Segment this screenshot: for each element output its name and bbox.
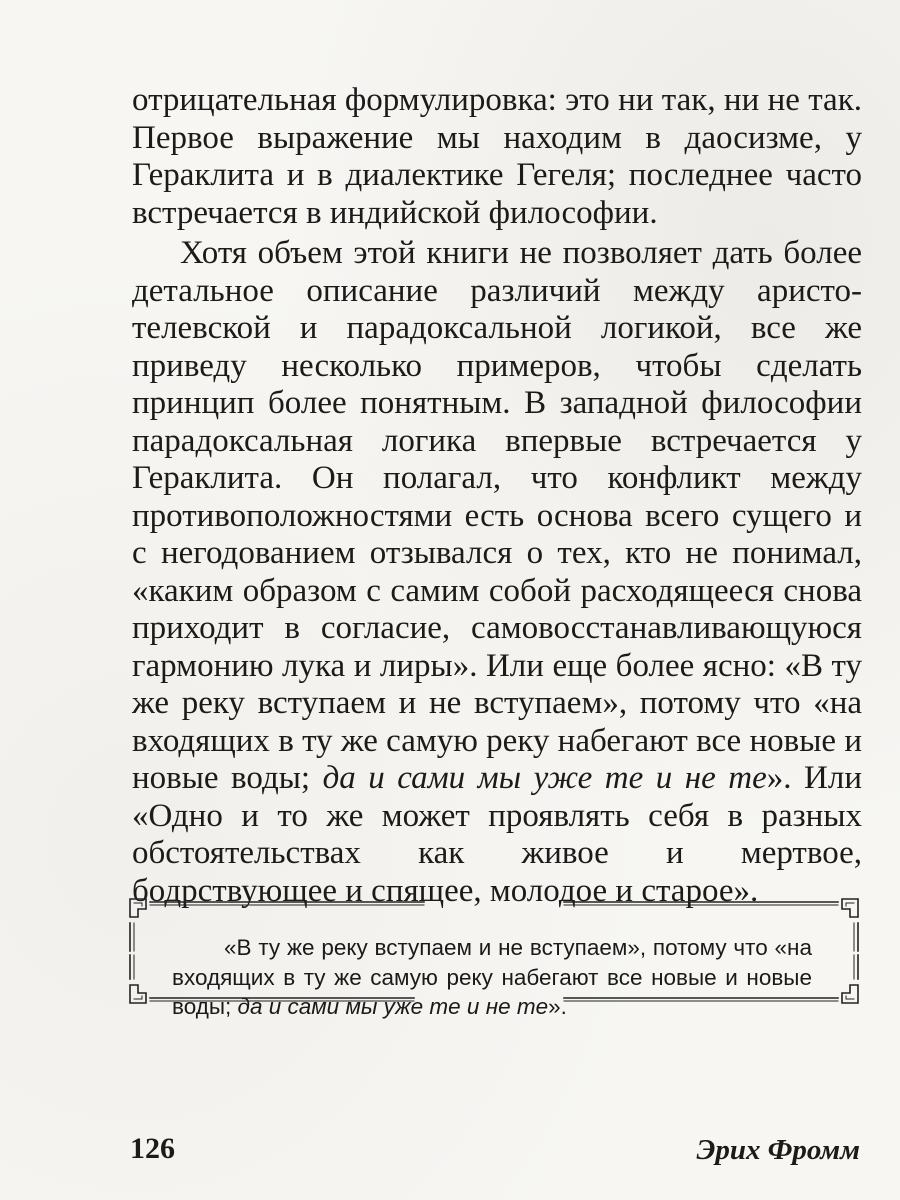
- paragraph-2-italic: да и сами мы уже те и не те: [322, 760, 767, 796]
- callout-text-b: ».: [548, 994, 567, 1019]
- quote-callout-box: [124, 895, 864, 1019]
- author-running-footer: Эрих Фромм: [696, 1134, 860, 1166]
- page-number: 126: [130, 1132, 175, 1165]
- paragraph-2: [132, 235, 862, 910]
- paragraph-2-text-b: ». Или «Одно и то же может проявлять себя в разных обстоятельствах как живое и мертвое, бодрствующее и спящее, молодое и старое».: [132, 760, 862, 909]
- paragraph-1: отрицательная формулировка: это ни так, ни не так. Первое выражение мы находим в даосизме, у Гераклита и в диалектике Гегеля; последнее часто встречается в индийской философии.: [132, 82, 862, 231]
- body-text: [132, 82, 862, 910]
- paragraph-2-text-a: Хотя объем этой книги не позволяет дать более детальное описание различий между аристотелевской и парадоксальной логикой, все же приведу несколько примеров, чтобы сделать принцип более понятным. В западной философии парадоксальная логика впервые встречается у Гераклита. Он полагал, что конфликт между противоположностями есть основа всего сущего и с негодованием отзывался о тех, кто не понимал, «каким образом с самим собой расходящееся снова приходит в согласие, самовосстанавливающуюся гармонию лука и лиры». Или еще более ясно: «В ту же реку вступаем и не вступаем», потому что «на входящих в ту же самую реку набегают все новые и новые воды;: [132, 235, 862, 796]
- callout-italic: да и сами мы уже те и не те: [237, 994, 549, 1019]
- callout-text-a: «В ту же реку вступаем и не вступаем», потому что «на входящих в ту же самую реку набегают все новые и новые воды;: [172, 935, 812, 1019]
- callout-quote: [172, 933, 812, 1022]
